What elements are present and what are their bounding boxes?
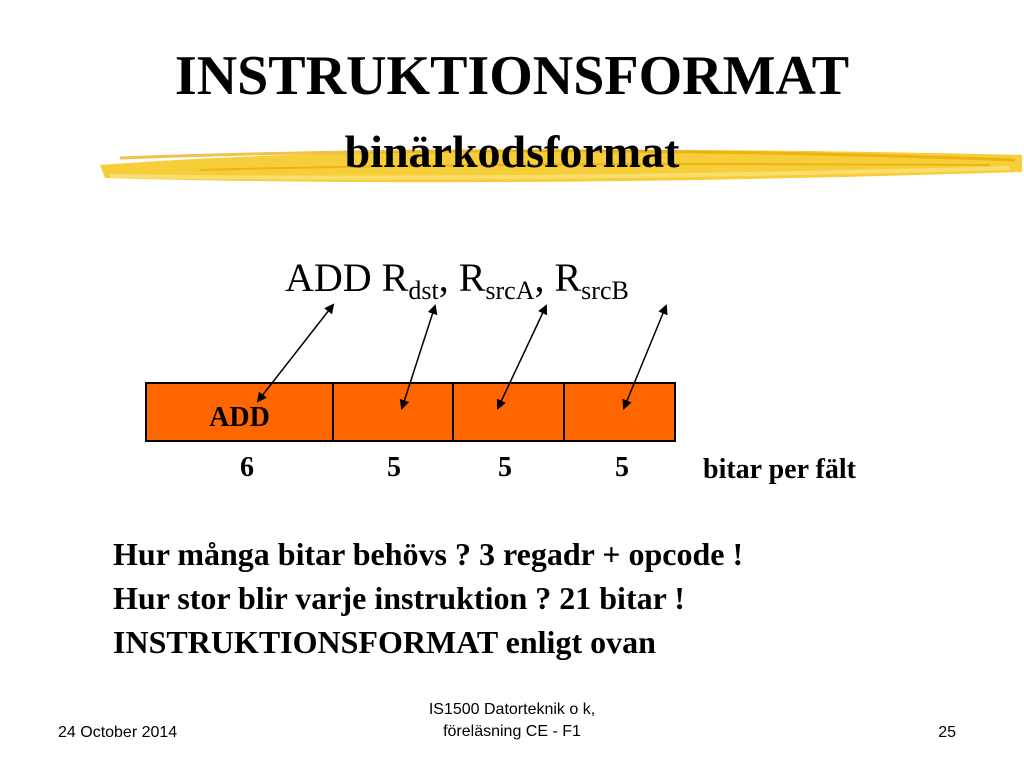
- slide-subtitle: binärkodsformat: [344, 126, 680, 177]
- arrow-srcb: [624, 306, 666, 408]
- arrow-op: [258, 305, 333, 401]
- footer-course-line1: IS1500 Datorteknik o k,: [428, 701, 596, 718]
- arrow-srca: [498, 306, 546, 408]
- bits-srca: 5: [498, 452, 512, 483]
- reg-srca: $R_{srcA}$,: [458, 255, 545, 305]
- bits-srcb: 5: [615, 452, 629, 483]
- reg-dst: $R_{dst}$,: [381, 255, 449, 305]
- bits-opcode: 6: [240, 452, 254, 483]
- field-opcode-label: ADD: [209, 402, 270, 433]
- footer-date: 24 October 2014: [58, 724, 178, 741]
- slide-title: INSTRUKTIONSFORMAT: [174, 45, 850, 107]
- bits-dst: 5: [387, 452, 401, 483]
- bits-per-field-label: bitar per fält: [703, 454, 856, 485]
- body-line: Hur stor blir varje instruktion ? 21 bitar !: [113, 580, 685, 616]
- reg-srcb: $R_{srcB}$: [554, 255, 629, 305]
- footer-course-line2: föreläsning CE - F1: [443, 723, 581, 740]
- body-line: Hur många bitar behövs ? 3 regadr + opcode !: [113, 536, 744, 572]
- instruction-op: ADD: [285, 255, 372, 300]
- body-line: INSTRUKTIONSFORMAT enligt ovan: [113, 624, 656, 660]
- footer-page-number: 25: [938, 724, 956, 741]
- arrow-dst: [402, 306, 435, 408]
